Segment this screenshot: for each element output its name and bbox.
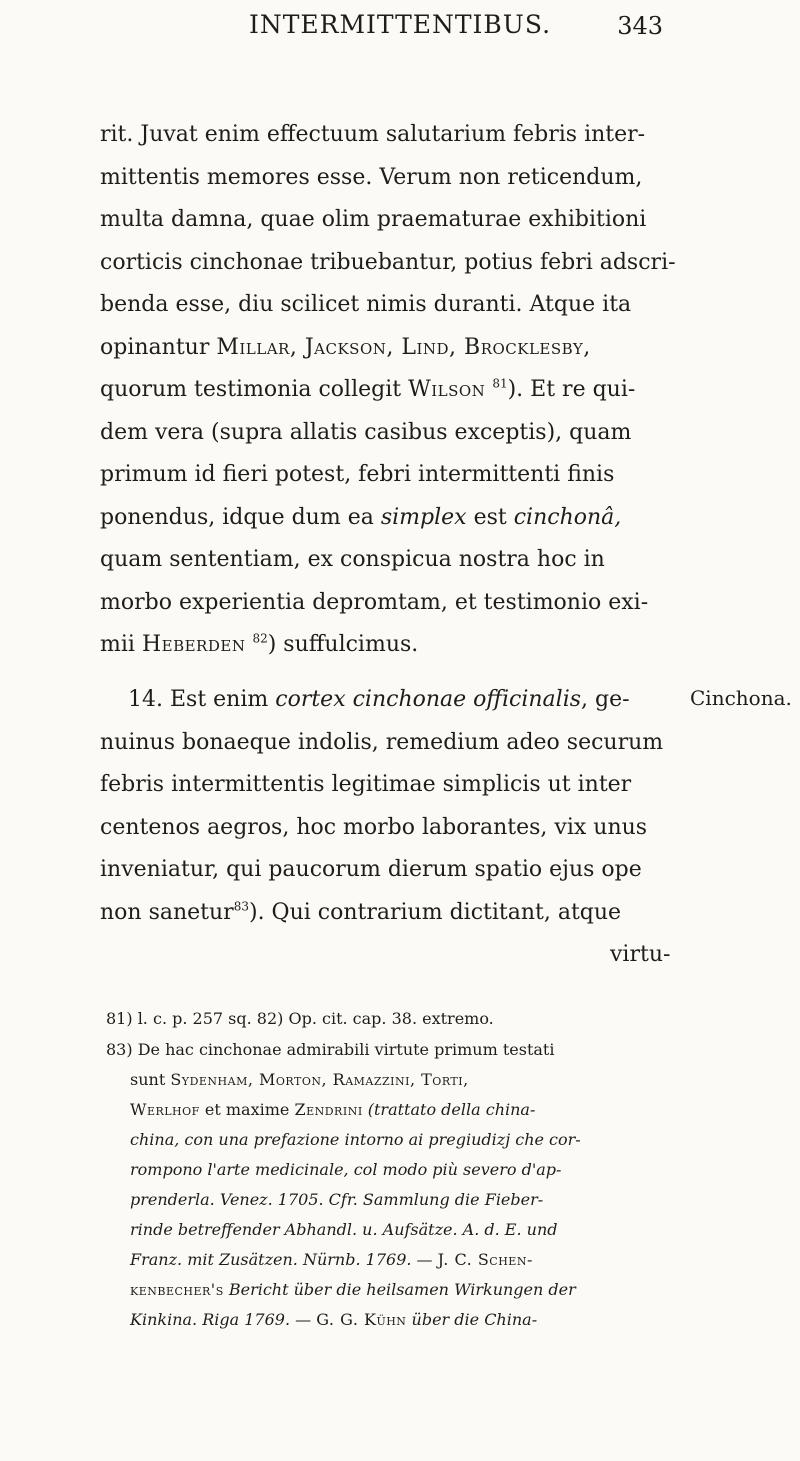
text-line: nuinus bonaeque indolis, remedium adeo securum bbox=[100, 730, 664, 755]
text-line: non sanetur$^{83}$). Qui contrarium dictitant, atque bbox=[100, 899, 622, 925]
text-line: benda esse, diu scilicet nimis duranti. Atque ita bbox=[100, 292, 632, 317]
margin-note: Cinchona. bbox=[690, 686, 792, 710]
text-line: mittentis memores esse. Verum non reticendum, bbox=[100, 165, 643, 190]
author-name: Heberden bbox=[141, 632, 246, 657]
footnote-line: Werlhof et maxime Zendrini (trattato della china- bbox=[130, 1100, 536, 1119]
footnote-line: 83) De hac cinchonae admirabili virtute primum testati bbox=[106, 1040, 555, 1059]
text-line: quam sententiam, ex conspicua nostra hoc in bbox=[100, 547, 605, 572]
text-line: centenos aegros, hoc morbo laborantes, vix unus bbox=[100, 815, 648, 840]
text-line: primum id fieri potest, febri intermittenti finis bbox=[100, 462, 615, 487]
text-line: opinantur Millar, Jackson, Lind, Brocklesby, bbox=[100, 335, 591, 360]
page-number: 343 bbox=[617, 12, 663, 40]
footnote-line: china, con una prefazione intorno ai pregiudizj che cor- bbox=[130, 1130, 581, 1149]
footnote-line: rinde betreffender Abhandl. u. Aufsätze. A. d. E. und bbox=[130, 1220, 558, 1239]
text-line: quorum testimonia collegit Wilson $^{81}$). Et re qui- bbox=[100, 376, 636, 402]
catchword: virtu- bbox=[610, 942, 671, 967]
text-line: 14. Est enim cortex cinchonae officinalis, ge- bbox=[128, 687, 630, 712]
running-title: INTERMITTENTIBUS. bbox=[248, 10, 552, 39]
text-line: febris intermittentis legitimae simplicis ut inter bbox=[100, 772, 632, 797]
footnote-ref: 83 bbox=[233, 899, 249, 914]
footnote-line: 81) l. c. p. 257 sq. 82) Op. cit. cap. 38. extremo. bbox=[106, 1009, 494, 1028]
text-line: morbo experientia depromtam, et testimonio exi- bbox=[100, 590, 649, 615]
footnote-ref: 82 bbox=[252, 631, 268, 646]
author-name: Wilson bbox=[408, 377, 486, 402]
footnote-line: Kinkina. Riga 1769. — G. G. Kühn über die China- bbox=[130, 1310, 538, 1329]
footnote-line: kenbecher's Bericht über die heilsamen Wirkungen der bbox=[130, 1280, 576, 1299]
text-line: corticis cinchonae tribuebantur, potius febri adscri- bbox=[100, 250, 676, 275]
footnote-line: rompono l'arte medicinale, col modo più severo d'ap- bbox=[130, 1160, 562, 1179]
text-line: multa damna, quae olim praematurae exhibitioni bbox=[100, 207, 647, 232]
text-line: rit. Juvat enim effectuum salutarium febris inter- bbox=[100, 122, 646, 147]
text-line: inveniatur, qui paucorum dierum spatio ejus ope bbox=[100, 857, 642, 882]
text-line: mii Heberden $^{82}$) suffulcimus. bbox=[100, 631, 419, 657]
author-names: Millar, Jackson, Lind, Brocklesby, bbox=[216, 335, 591, 360]
text-line: ponendus, idque dum ea simplex est cinchonâ, bbox=[100, 505, 622, 530]
text-line: dem vera (supra allatis casibus exceptis), quam bbox=[100, 420, 632, 445]
footnote-line: prenderla. Venez. 1705. Cfr. Sammlung die Fieber- bbox=[130, 1190, 544, 1209]
footnote-ref: 81 bbox=[492, 376, 508, 391]
footnote-line: sunt Sydenham, Morton, Ramazzini, Torti, bbox=[130, 1070, 469, 1089]
page-header bbox=[0, 10, 800, 50]
footnote-line: Franz. mit Zusätzen. Nürnb. 1769. — J. C. Schen- bbox=[130, 1250, 533, 1269]
